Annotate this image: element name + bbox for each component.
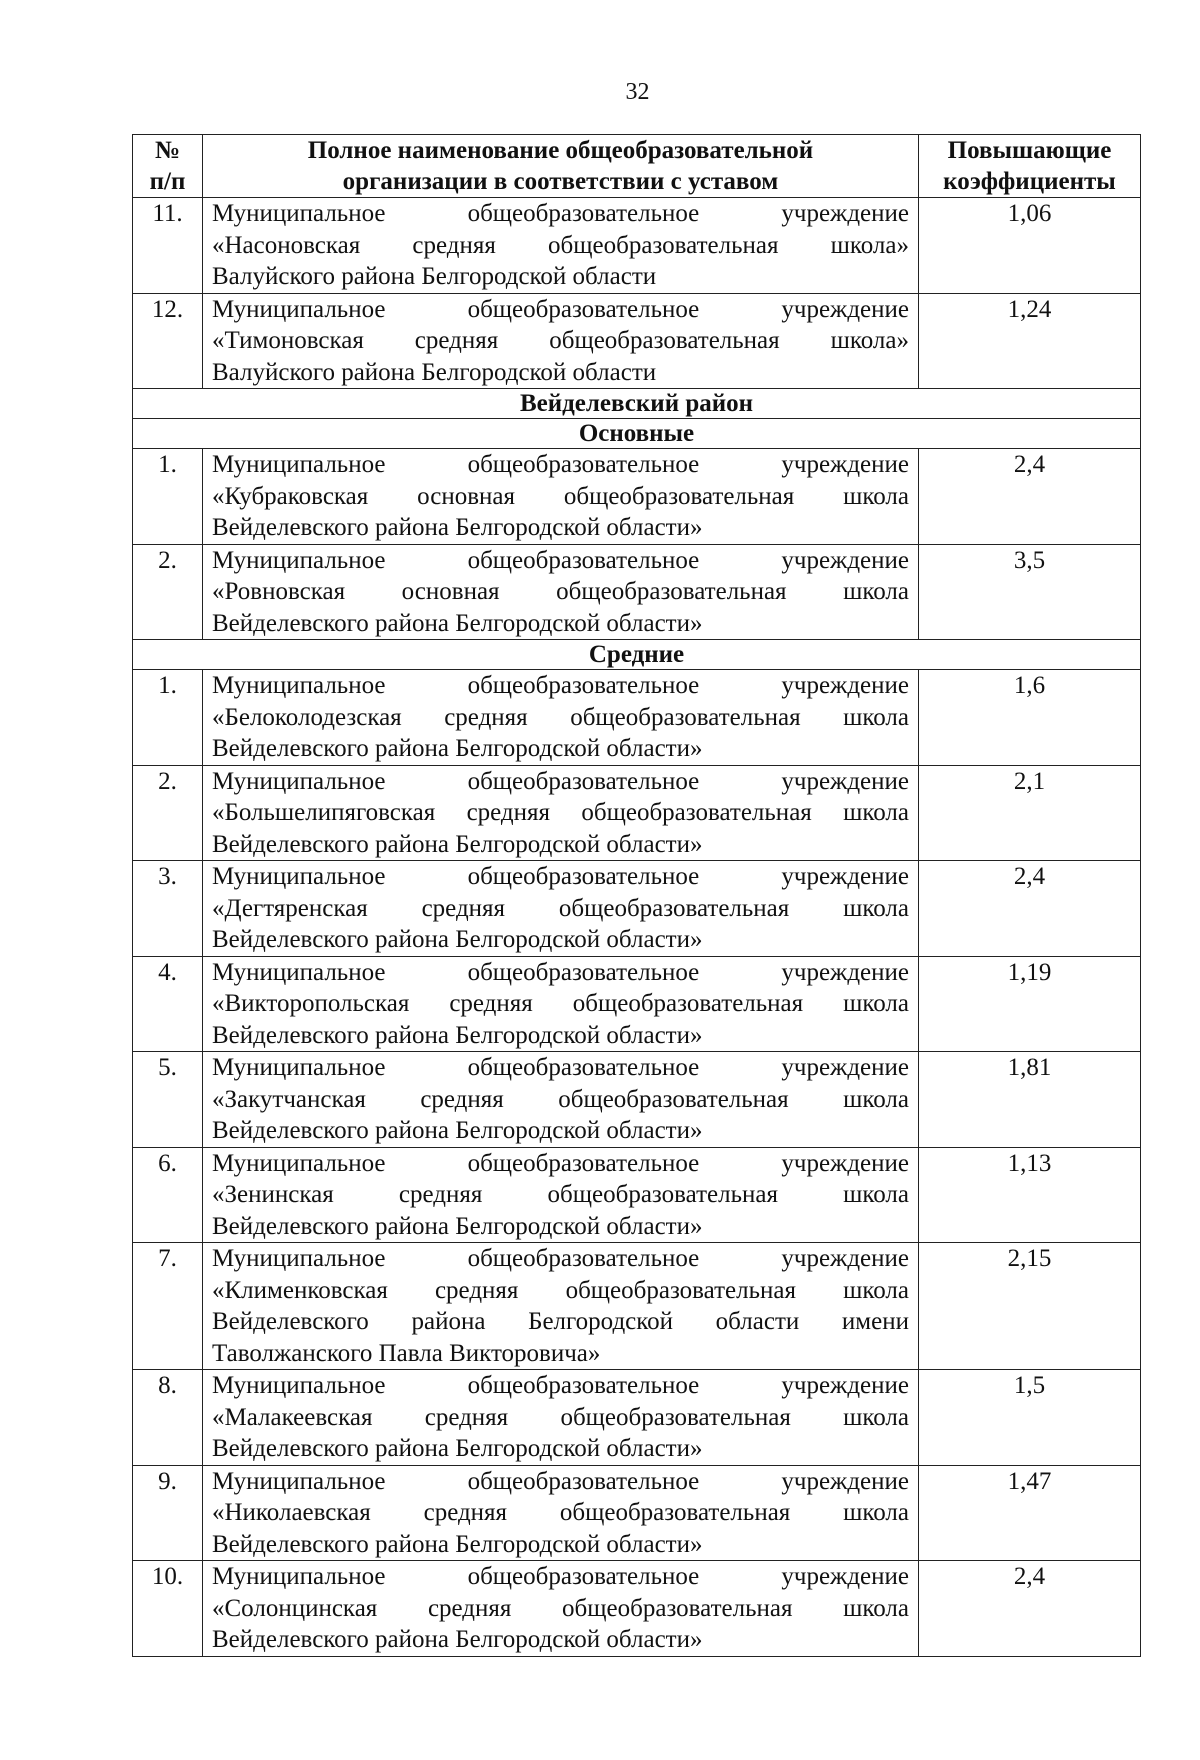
organization-name-line: Муниципальное общеобразовательное учреждение [212, 1245, 909, 1272]
organization-name [203, 449, 919, 545]
header-name [203, 135, 919, 198]
table-header-row [133, 135, 1141, 198]
coefficient-value: 1,24 [919, 293, 1141, 389]
organization-name [203, 1370, 919, 1466]
secondary-section [133, 640, 1141, 670]
table-row [133, 1052, 1141, 1148]
organization-name [203, 670, 919, 766]
coefficient-value: 2,4 [919, 449, 1141, 545]
coefficient-value: 2,15 [919, 1243, 1141, 1370]
coefficient-value: 2,4 [919, 861, 1141, 957]
organization-name-line: Муниципальное общеобразовательное учреждение [212, 1054, 909, 1081]
organization-name-line: Вейделевского района Белгородской области» [212, 830, 703, 858]
coefficient-value: 1,06 [919, 198, 1141, 294]
organization-name-line: «Солонцинская средняя общеобразовательная школа [212, 1594, 909, 1622]
organization-name-line: Муниципальное общеобразовательное учреждение [212, 1149, 909, 1177]
organization-name-line: «Кубраковская основная общеобразовательная школа [212, 482, 909, 510]
row-number: 7. [133, 1243, 203, 1370]
row-number: 2. [133, 544, 203, 640]
organization-name-line: «Зенинская средняя общеобразовательная школа [212, 1181, 909, 1208]
coefficient-value: 1,81 [919, 1052, 1141, 1148]
row-number: 6. [133, 1147, 203, 1243]
organization-name [203, 544, 919, 640]
header-number [133, 135, 203, 198]
section-row [133, 419, 1141, 449]
table-row [133, 1561, 1141, 1657]
header-name-line: организации в соответствии с уставом [342, 168, 779, 195]
organization-name-line: Муниципальное общеобразовательное учреждение [212, 767, 909, 795]
organization-name-line: «Тимоновская средняя общеобразовательная школа» [212, 327, 909, 354]
header-number-line: № [154, 137, 181, 164]
organization-name [203, 861, 919, 957]
table-row [133, 449, 1141, 545]
table-row [133, 861, 1141, 957]
table-row [133, 198, 1141, 294]
organization-name-line: «Малакеевская средняя общеобразовательная школа [212, 1403, 909, 1431]
row-number: 8. [133, 1370, 203, 1466]
organization-name-line: Вейделевского района Белгородской области имени [212, 1308, 909, 1335]
section-row [133, 640, 1141, 670]
coefficient-value: 1,6 [919, 670, 1141, 766]
organization-name-line: «Клименковская средняя общеобразовательная школа [212, 1276, 909, 1304]
schools-table [132, 134, 1141, 1657]
header-name-line: Полное наименование общеобразовательной [307, 137, 814, 164]
organization-name-line: Муниципальное общеобразовательное учреждение [212, 1563, 909, 1590]
organization-name-line: Валуйского района Белгородской области [212, 358, 657, 386]
coefficient-value: 1,47 [919, 1465, 1141, 1561]
coefficient-value: 2,4 [919, 1561, 1141, 1657]
organization-name-line: Муниципальное общеобразовательное учреждение [212, 546, 909, 574]
table-row [133, 1147, 1141, 1243]
section-basic-title: Основные [133, 419, 1141, 449]
organization-name-line: Таволжанского Павла Викторовича» [212, 1339, 601, 1367]
row-number: 11. [133, 198, 203, 294]
organization-name-line: Валуйского района Белгородской области [212, 263, 657, 290]
organization-name-line: Муниципальное общеобразовательное учреждение [212, 295, 909, 323]
organization-name-line: Муниципальное общеобразовательное учреждение [212, 451, 909, 478]
organization-name-line: Муниципальное общеобразовательное учреждение [212, 1372, 909, 1399]
coefficient-value: 2,1 [919, 765, 1141, 861]
row-number: 1. [133, 670, 203, 766]
header-coefficient [919, 135, 1141, 198]
organization-name-line: Вейделевского района Белгородской области» [212, 1117, 703, 1144]
organization-name [203, 293, 919, 389]
organization-name-line: «Закутчанская средняя общеобразовательная школа [212, 1085, 909, 1113]
organization-name-line: Вейделевского района Белгородской области» [212, 926, 703, 953]
table-row [133, 765, 1141, 861]
row-number: 4. [133, 956, 203, 1052]
organization-name-line: Муниципальное общеобразовательное учреждение [212, 200, 909, 227]
organization-name [203, 1561, 919, 1657]
organization-name-line: Вейделевского района Белгородской области» [212, 1212, 703, 1240]
table-row [133, 1370, 1141, 1466]
section-row [133, 389, 1141, 419]
row-number: 9. [133, 1465, 203, 1561]
row-number: 2. [133, 765, 203, 861]
organization-name-line: Муниципальное общеобразовательное учреждение [212, 863, 909, 890]
row-number: 1. [133, 449, 203, 545]
basic-schools-rows [133, 449, 1141, 640]
organization-name-line: Вейделевского района Белгородской области» [212, 514, 703, 541]
organization-name-line: «Ровновская основная общеобразовательная школа [212, 578, 909, 605]
coefficient-value: 3,5 [919, 544, 1141, 640]
organization-name-line: «Белоколодезская средняя общеобразовательная школа [212, 703, 909, 731]
page-number: 32 [625, 79, 650, 105]
organization-name [203, 1052, 919, 1148]
organization-name-line: Муниципальное общеобразовательное учреждение [212, 1467, 909, 1495]
organization-name-line: Вейделевского района Белгородской области» [212, 1626, 703, 1653]
header-coefficient-line: Повышающие [947, 137, 1112, 164]
organization-name-line: Вейделевского района Белгородской области» [212, 1021, 703, 1049]
organization-name-line: Вейделевского района Белгородской области» [212, 1435, 703, 1462]
row-number: 12. [133, 293, 203, 389]
row-number: 3. [133, 861, 203, 957]
organization-name [203, 1243, 919, 1370]
table-row [133, 293, 1141, 389]
section-secondary-title: Средние [133, 640, 1141, 670]
organization-name-line: Муниципальное общеобразовательное учреждение [212, 672, 909, 699]
secondary-schools-rows [133, 670, 1141, 1657]
organization-name [203, 1147, 919, 1243]
row-number: 10. [133, 1561, 203, 1657]
header-number-line: п/п [149, 168, 186, 195]
organization-name-line: «Викторопольская средняя общеобразовательная школа [212, 990, 909, 1017]
header-coefficient-line: коэффициенты [943, 168, 1116, 195]
table-row [133, 544, 1141, 640]
coefficient-value: 1,13 [919, 1147, 1141, 1243]
organization-name-line: «Дегтяренская средняя общеобразовательная школа [212, 894, 909, 922]
organization-name [203, 198, 919, 294]
valuysky-rows [133, 198, 1141, 389]
table-row [133, 1243, 1141, 1370]
organization-name-line: Вейделевского района Белгородской области» [212, 609, 703, 637]
row-number: 5. [133, 1052, 203, 1148]
coefficient-value: 1,19 [919, 956, 1141, 1052]
table-row [133, 956, 1141, 1052]
organization-name-line: «Большелипяговская средняя общеобразовательная школа [212, 799, 909, 826]
organization-name [203, 956, 919, 1052]
coefficient-value: 1,5 [919, 1370, 1141, 1466]
table-row [133, 1465, 1141, 1561]
district-section [133, 389, 1141, 449]
organization-name-line: «Николаевская средняя общеобразовательная школа [212, 1499, 909, 1526]
organization-name-line: «Насоновская средняя общеобразовательная школа» [212, 231, 909, 259]
organization-name-line: Вейделевского района Белгородской области» [212, 1530, 703, 1558]
table-row [133, 670, 1141, 766]
organization-name [203, 765, 919, 861]
section-district-title: Вейделевский район [133, 389, 1141, 419]
organization-name-line: Муниципальное общеобразовательное учреждение [212, 958, 909, 986]
organization-name [203, 1465, 919, 1561]
organization-name-line: Вейделевского района Белгородской области» [212, 735, 703, 762]
